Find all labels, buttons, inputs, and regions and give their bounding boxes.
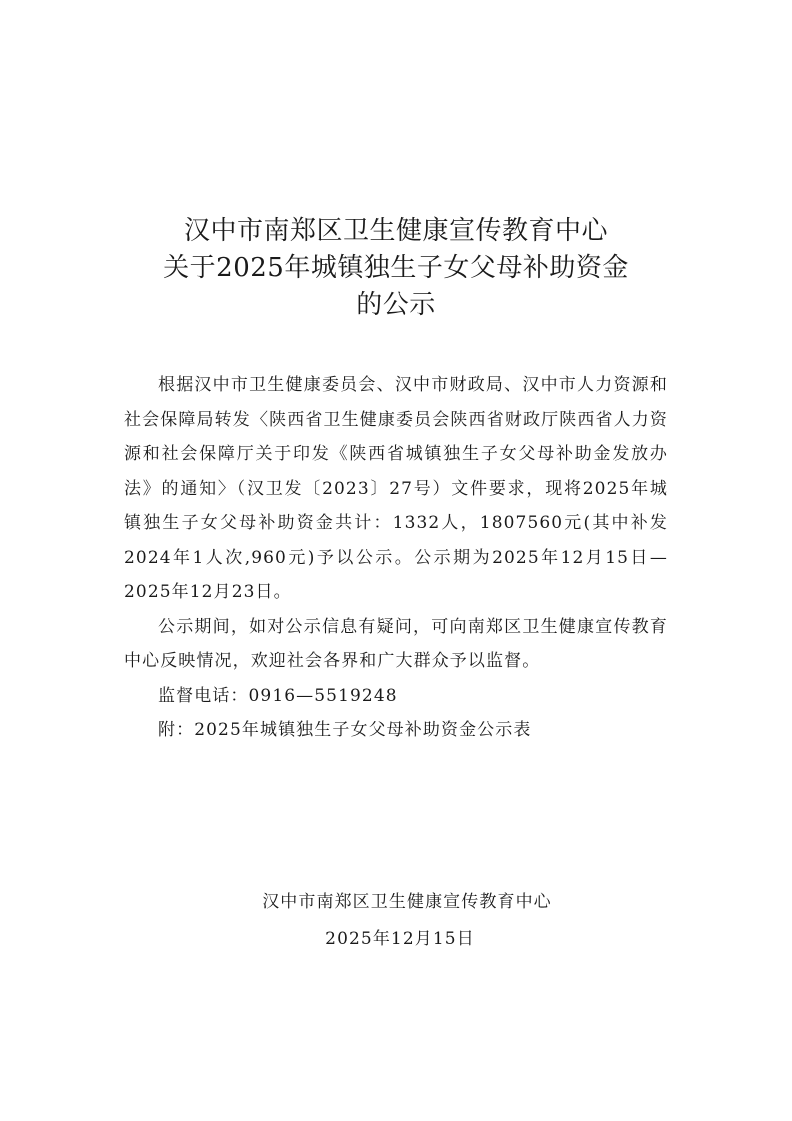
attachment-note: 附：2025年城镇独生子女父母补助资金公示表 (158, 720, 532, 740)
paragraph-announcement: 根据汉中市卫生健康委员会、汉中市财政局、汉中市人力资源和社会保障局转发〈陕西省卫生健康委员会陕西省财政厅陕西省人力资源和社会保障厅关于印发《陕西省城镇独生子女父母补助金发放办法》的通知〉（汉卫发〔2023〕27号）文件要求，现将2025年城镇独生子女父母补助资金共计：1332人，1807560元(其中补发2024年1人次,960元)予以公示。公示期为2025年12月15日—2025年12月23日。 (124, 375, 668, 602)
paragraph-supervision: 公示期间，如对公示信息有疑问，可向南郑区卫生健康宣传教育中心反映情况，欢迎社会各界和广大群众予以监督。 (124, 616, 668, 671)
document-title-line-1: 汉中市南郑区卫生健康宣传教育中心 (183, 216, 608, 246)
signature-date: 2025年12月15日 (325, 929, 475, 949)
document-body (124, 368, 668, 748)
signature-organization: 汉中市南郑区卫生健康宣传教育中心 (262, 892, 552, 912)
supervision-phone: 监督电话：0916—5519248 (158, 685, 398, 706)
document-title-line-3: 的公示 (356, 290, 436, 320)
document-title-line-2: 关于2025年城镇独生子女父母补助资金 (163, 253, 629, 283)
